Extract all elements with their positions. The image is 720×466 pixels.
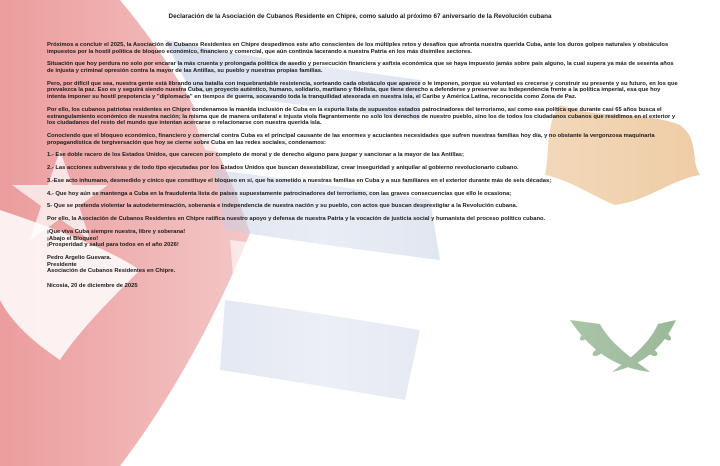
condemnation-item: 5- Que se pretenda violentar la autodeterminación, soberanía e independencia de nuestra nación y su pueblo, con actos que buscan desprestigiar a la Revolución cubana.	[47, 203, 518, 210]
document-body	[47, 42, 680, 296]
signer-organization: Asociación de Cubanos Residentes en Chipre.	[47, 268, 176, 275]
condemnation-item: 3.-Ese acto inhumano, desmedido y cínico que constituye el bloqueo en sí, que ha sometido a nuestras familias en Cuba y a sus familiares en el exterior durante más de seis décadas;	[47, 177, 552, 184]
condemnation-item: 2.- Las acciones subversivas y de todo tipo ejecutadas por los Estados Unidos que buscan desestabilizar, crear inseguridad y aniquilar al gobierno revolucionario cubano.	[47, 165, 519, 172]
signer-role: Presidente	[47, 261, 77, 268]
condemnation-item: 1.- Ese doble racero de los Estados Unidos, que carecen por completo de moral y de derecho alguno para juzgar y sancionar a la mayor de las Antillas;	[47, 152, 464, 159]
paragraph: Por ello, la Asociación de Cubanos Residentes en Chipre ratifica nuestro apoyo y defensa de nuestra Patria y la vocación de justicia social y humanista del proceso político cubano.	[47, 216, 546, 223]
slogans	[47, 229, 680, 249]
paragraph: Situación que hoy perdura no solo por encarar la más cruenta y prolongada política de asedio y persecución financiera y asfixia económica que se haya impuesto jamás sobre país alguno, la cual supera ya más de sesenta años de injusta y criminal opresión contra la mayor de las Antillas, su pueblo y nuestras propias familias.	[47, 61, 674, 75]
condemnation-item: 4.- Que hoy aún se mantenga a Cuba en la fraudulenta lista de países supuestamente patrocinadores del terrorismo, con las graves consecuencias que ello le ocasiona;	[47, 190, 512, 197]
signer-name: Pedro Argelio Guevara.	[47, 254, 112, 261]
paragraph: Conociendo que el bloqueo económico, financiero y comercial contra Cuba es el principal causante de las enormes y acuciantes necesidades que sufren nuestras familias hoy día, y no obstante la vergonzosa maquinaria propagandística de tergiversación que hoy se cierne sobre Cuba en las redes sociales, condenamos:	[47, 132, 655, 146]
place-and-date: Nicosia, 20 de diciembre de 2025	[47, 282, 138, 289]
paragraph: Pero, por difícil que sea, nuestra gente está librando una batalla con inquebrantable resistencia, sorteando cada obstáculo que aparece o le imponen, porque su voluntad es crecerse y construir su presente y su futuro, en los que prevalezca la paz. Eso es y seguirá siendo nuestra Cuba, un proyecto auténtico, humano, solidario, martiano y fidelista, que tiene derecho a defenderse y preservar su independencia frente a la política imperial, esa que hoy intenta imponer su hostil prepotencia y "diplomacia" en tiempos de guerra, socavando toda la tranquilidad atesorada en nuestra isla, el Caribe y América Latina, reconocida como Zona de Paz.	[47, 80, 678, 101]
slogan: ¡Prosperidad y salud para todos en el año 2026!	[47, 242, 179, 249]
document-title: Declaración de la Asociación de Cubanos Residente en Chipre, como saludo al próximo 67 aniversario de la Revolución cubana	[168, 13, 552, 20]
slogan: ¡Que viva Cuba siempre nuestra, libre y soberana!	[47, 228, 186, 235]
slogan: ¡Abajo el Bloqueo!	[47, 235, 99, 242]
signature-block	[47, 255, 680, 275]
paragraph: Próximos a concluir el 2025, la Asociación de Cubanos Residentes en Chipre despedimos este año conscientes de los múltiples retos y desafíos que afronta nuestra querida Cuba, ante los duros golpes naturales y obstáculos impuestos por la hostil política de bloqueo económico, financiero y comercial, que aún continúa lacerando a nuestra Patria en los más disímiles sectores.	[47, 42, 669, 55]
paragraph: Por ello, los cubanos patriotas residentes en Chipre condenamos la manida inclusión de Cuba en la espuria lista de supuestos estados patrocinadores del terrorismo, así como esa política que durante casi 65 años busca el estrangulamiento económico de nuestra nación; la misma que de manera unilateral e injusta viola flagrantemente no solo los derechos de nuestro pueblo, sino los de todos los ciudadanos cubanos que residimos en el exterior y los ciudadanos del resto del mundo que intentan acercarse o relacionarse con nuestra querida isla.	[47, 106, 676, 127]
